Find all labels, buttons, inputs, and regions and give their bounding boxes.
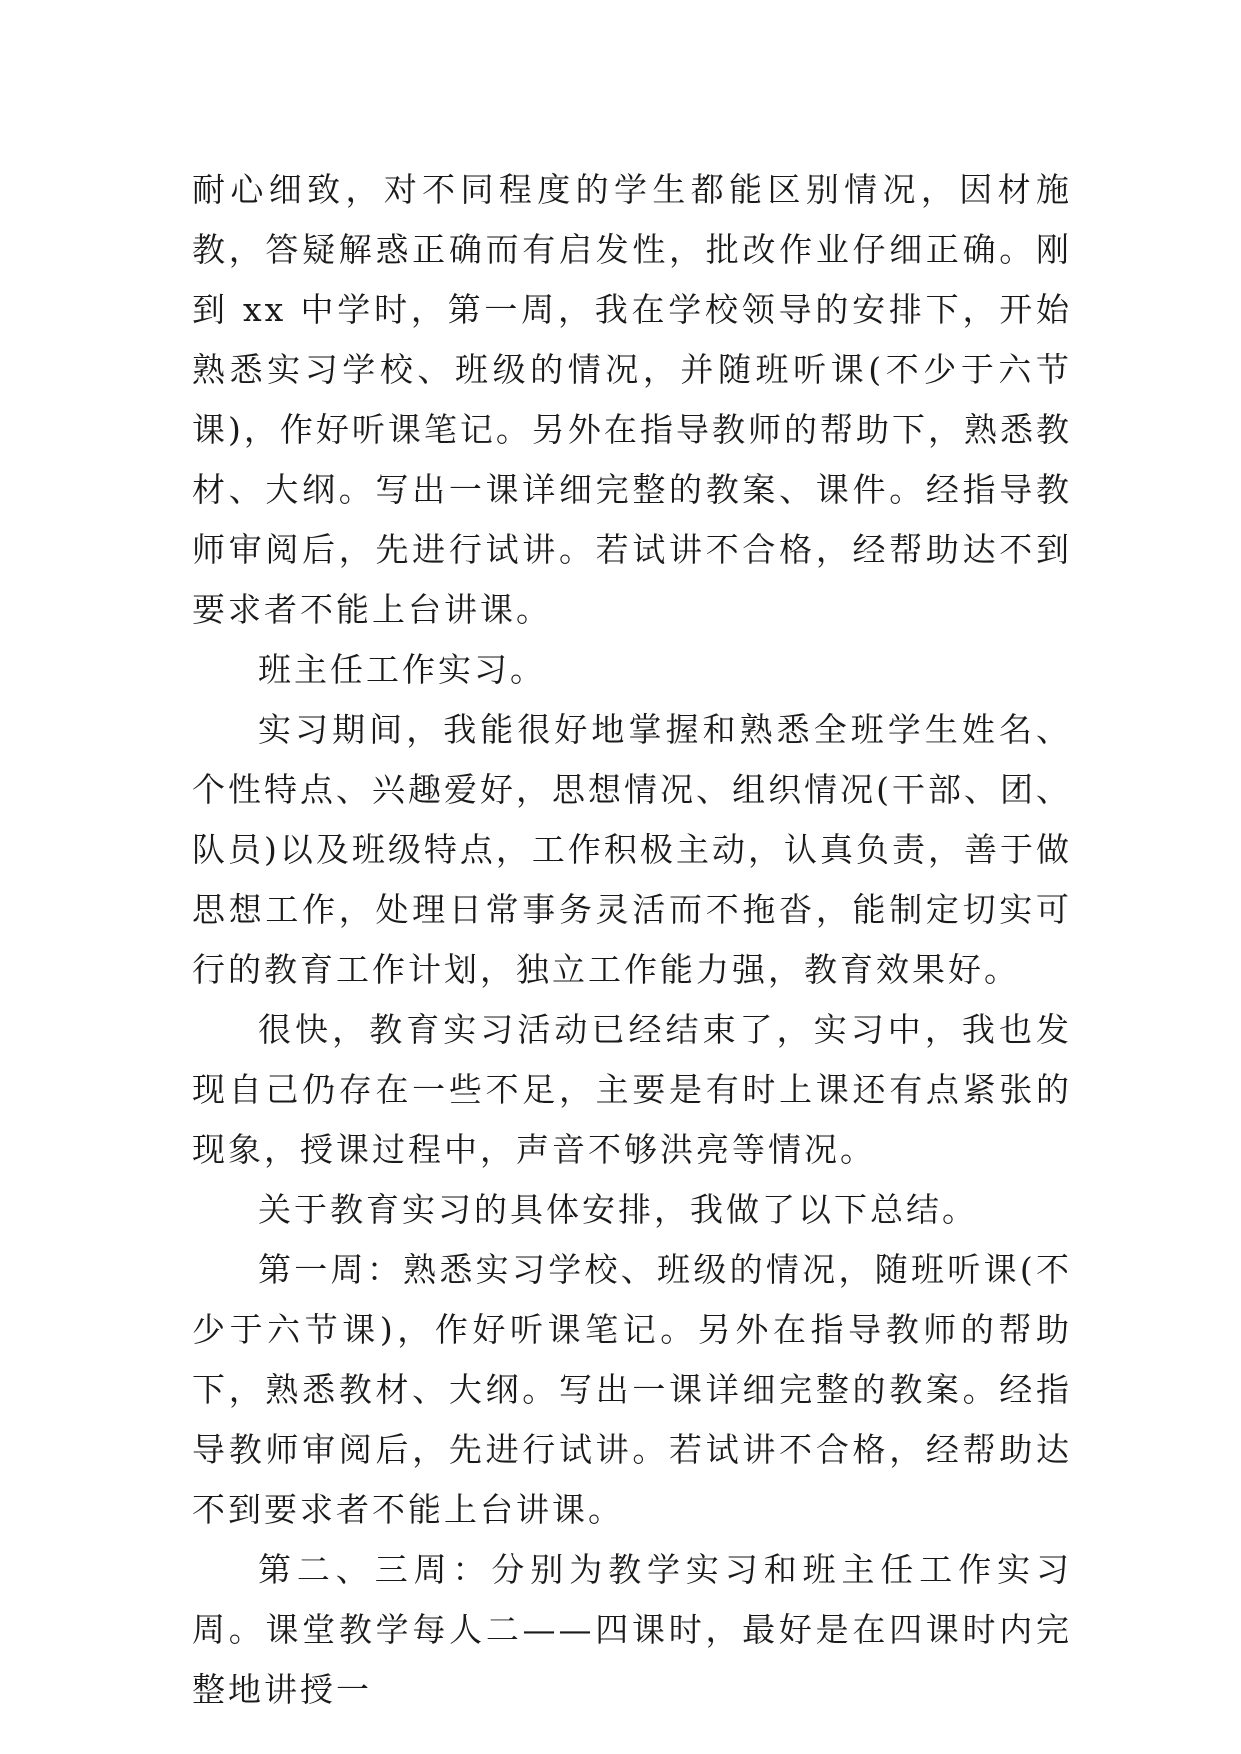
paragraph-5: 关于教育实习的具体安排，我做了以下总结。 [258, 1190, 978, 1229]
paragraph-1: 耐心细致，对不同程度的学生都能区别情况，因材施教，答疑解惑正确而有启发性，批改作业仔细正确。刚到 xx 中学时，第一周，我在学校领导的安排下，开始熟悉实习学校、班级的情况，并随班听课(不少于六节课)，作好听课笔记。另外在指导教师的帮助下，熟悉教材、大纲。写出一课详细完整的教案、课件。经指导教师审阅后，先进行试讲。若试讲不合格，经帮助达不到要求者不能上台讲课。 [192, 170, 1072, 629]
paragraph-4: 很快，教育实习活动已经结束了，实习中，我也发现自己仍存在一些不足，主要是有时上课还有点紧张的现象，授课过程中，声音不够洪亮等情况。 [192, 1010, 1072, 1169]
paragraph-3: 实习期间，我能很好地掌握和熟悉全班学生姓名、个性特点、兴趣爱好，思想情况、组织情况(干部、团、队员)以及班级特点，工作积极主动，认真负责，善于做思想工作，处理日常事务灵活而不拖沓，能制定切实可行的教育工作计划，独立工作能力强，教育效果好。 [192, 710, 1072, 989]
document-body [192, 160, 1072, 1720]
paragraph-6: 第一周：熟悉实习学校、班级的情况，随班听课(不少于六节课)，作好听课笔记。另外在指导教师的帮助下，熟悉教材、大纲。写出一课详细完整的教案。经指导教师审阅后，先进行试讲。若试讲不合格，经帮助达不到要求者不能上台讲课。 [192, 1250, 1072, 1529]
paragraph-2: 班主任工作实习。 [258, 650, 546, 689]
paragraph-7: 第二、三周：分别为教学实习和班主任工作实习周。课堂教学每人二——四课时，最好是在四课时内完整地讲授一 [192, 1550, 1072, 1709]
